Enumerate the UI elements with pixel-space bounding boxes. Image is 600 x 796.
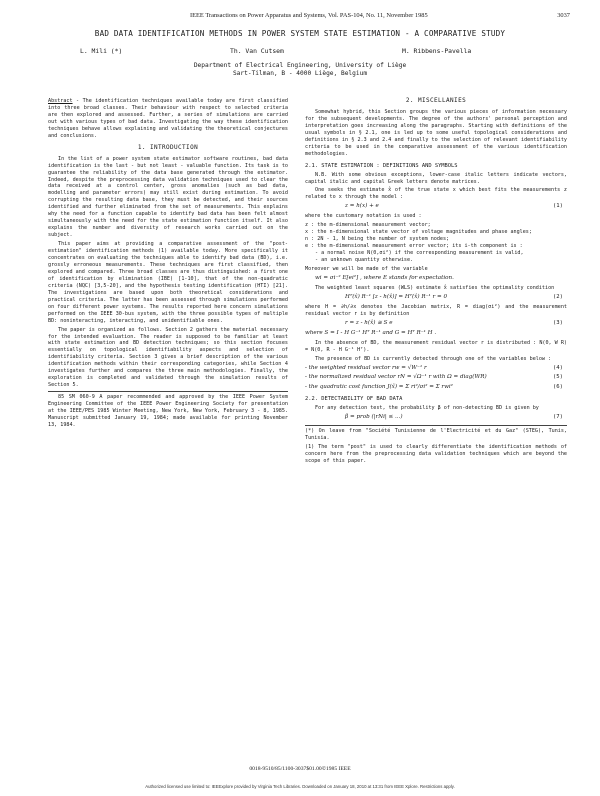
definition-subitems	[305, 250, 567, 264]
intro-paragraph-2: This paper aims at providing a comparative assessment of the "post-estimation" identification methods (1) available today. More specifically it concentrates on evaluating the techniques able to identify bad data (BD), i.e. grossly erroneous measurements. These techniques are first classified, then explored and compared. Three broad classes are thus distinguished: a first one of identification by elimination (IBE) [1-10], that of the non-quadratic criteria (NQC) [3,5-20], and the hypothesis testing identification (HTI) [21]. The investigations are based upon both theoretical considerations and practical criteria. The latter has been assessed through simulations performed on four different power systems. The results reported here concern simulations performed on the IEEE 30-bus system, with the three possible types of multiple BD: noninteracting, interacting, and unidentifiable ones.	[48, 241, 288, 324]
definition-x: x : the n-dimensional state vector of voltage magnitudes and phase angles;	[305, 229, 532, 236]
equation-w	[305, 275, 567, 282]
affiliation-line-1: Department of Electrical Engineering, University of Liège	[193, 62, 407, 69]
definition-e-invalid: - an unknown quantity otherwise.	[315, 257, 414, 264]
abstract	[48, 98, 288, 140]
equation-4	[305, 365, 567, 372]
abstract-label: Abstract	[48, 98, 73, 104]
author-3: M. Ribbens-Pavella	[402, 47, 472, 55]
detectability-paragraph: For any detection test, the probability β of non-detecting BD is given by	[315, 405, 539, 412]
equation-2-body: Hᵀ(x̂) R⁻¹ [z - h(x̂)] = Hᵀ(x̂) R⁻¹ r = 0	[345, 293, 448, 300]
affiliation-line-2: Sart-Tilman, B - 4000 Liège, Belgium	[232, 70, 368, 78]
equation-5-number: (5)	[552, 374, 563, 381]
equation-7-body: β = prob (|rNi| ≤ ...)	[345, 414, 403, 421]
equation-3-number: (3)	[552, 319, 563, 326]
equation-4-number: (4)	[552, 364, 563, 371]
equation-3b-body: where S = I - H G⁻¹ Hᵀ R⁻¹ and G = Hᵀ R⁻¹ H .	[305, 329, 437, 336]
misc-intro: Somewhat hybrid, this Section groups the various pieces of information necessary for the subsequent developments. The degree of the authors' personal perception and interpretation goes increasing along the paragraphs. Starting with definitions of the usual symbols in § 2.1, one is led up to some useful topological considerations and definitions in § 2.3 and 2.4 and finally to the selection of relevant identifiability criteria to be used in the comparative assessment of the various identification methodologies.	[305, 108, 567, 157]
subsection-heading-2-2: 2.2. DETECTABILITY OF BAD DATA	[305, 396, 403, 403]
footnotes	[305, 425, 567, 465]
where-intro: where the customary notation is used :	[305, 213, 422, 220]
equation-7-number: (7)	[552, 414, 563, 421]
equation-5	[305, 374, 567, 381]
paper-title: BAD DATA IDENTIFICATION METHODS IN POWER SYSTEM STATE ESTIMATION - A COMPARATIVE STUDY	[94, 29, 506, 38]
copyright-code: 0018-9510/85/1100-3037$01.00©1985 IEEE	[249, 766, 351, 772]
equation-5-body: - the normalized residual vector rN = √Ω⁻¹ r with Ω = diag(WR)	[305, 374, 487, 381]
absence-paragraph: In the absence of BD, the measurement residual vector r is distributed : N(0, W R) = N(0, R - H G⁻¹ Hᵀ).	[305, 339, 567, 353]
journal-citation: IEEE Transactions on Power Apparatus and Systems, Vol. PAS-104, No. 11, November 1985	[190, 12, 428, 19]
left-column	[48, 98, 288, 431]
manuscript-notice: 85 SM 060-9 A paper recommended and approved by the IEEE Power System Engineering Committee of the IEEE Power Engineering Society for presentation at the IEEE/PES 1985 Winter Meeting, New York, New York, February 3 - 8, 1985. Manuscript submitted January 19, 1984; made available for printing November 13, 1984.	[48, 391, 288, 429]
equation-1-number: (1)	[552, 203, 563, 210]
subsection-heading-2-1: 2.1. STATE ESTIMATION : DEFINITIONS AND SYMBOLS	[305, 162, 458, 169]
author-1: L. Mili (*)	[80, 47, 123, 55]
equation-6	[305, 384, 567, 391]
equation-7	[305, 414, 567, 421]
equation-3b	[305, 330, 567, 337]
page-number: 3037	[557, 12, 570, 19]
notation-note: N.B. With some obvious exceptions, lower-case italic letters indicate vectors, capital italic and capital Greek letters denote matrices.	[305, 171, 567, 185]
equation-2	[305, 294, 567, 301]
affiliation	[120, 62, 480, 78]
authorized-use-notice: Authorized licensed use limited to: IEEExplore provided by Virginia Tech Libraries. Downloaded on January 18, 2010 at 13:31 from IEEE Xplore. Restrictions apply.	[145, 784, 455, 789]
wls-paragraph: The weighted least squares (WLS) estimate x̂ satisfies the optimality condition	[315, 284, 555, 291]
footnote-2: (1) The term "post" is used to clearly differentiate the identification methods of concern here from the preprocessing data validation techniques which are beyond the scope of this paper.	[305, 444, 567, 465]
footnote-1: (*) On leave from "Société Tunisienne de l'Electricité et du Gaz" (STEG), Tunis, Tunisia.	[305, 428, 567, 442]
equation-w-body: wi = σi⁻² E[ei²] , where E stands for expectation.	[315, 274, 454, 281]
equation-4-body: - the weighted residual vector rw = √W⁻¹ r	[305, 364, 427, 371]
presence-paragraph: The presence of BD is currently detected through one of the variables below :	[315, 355, 552, 362]
author-2: Th. Van Cutsem	[230, 47, 284, 55]
equation-3	[305, 320, 567, 327]
equation-6-body: - the quadratic cost function J(x̂) = Σ ri²/σi² = Σ rwi²	[305, 384, 453, 391]
equation-1	[305, 203, 567, 210]
author-list	[40, 47, 560, 57]
definition-e: e : the m-dimensional measurement error vector; its i-th component is :	[305, 243, 523, 250]
symbol-definitions	[305, 222, 567, 264]
abstract-text: - The identification techniques available today are first classified into three broad classes. Their behaviour with respect to selected criteria are then explored and assessed. Further, a series of simulations are carried out with various types of bad data. Investigating the way these identification techniques behave allows explaining and validating the theoretical conjectures and conclusions.	[48, 98, 288, 139]
equation-3-body: r = z - h(x̂) ≅ S e	[345, 319, 393, 326]
definition-e-valid: - a normal noise N(0,σi²) if the corresponding measurement is valid,	[315, 250, 524, 257]
moreover-line: Moreover we will be made of the variable	[305, 266, 428, 273]
intro-paragraph-3: The paper is organized as follows. Section 2 gathers the material necessary for the intended evaluation. The reader is supposed to be familiar at least with state estimation and BD detection techniques; so this section focuses essentially on topological identifiability aspects and selection of identifiability criteria. Section 3 gives a brief description of the various identification methods within their corresponding categories, while Section 4 investigates further and compares the three main methodologies. Finally, the exploration is completed and validated through the simulation results of Section 5.	[48, 326, 289, 389]
intro-paragraph-1: In the list of a power system state estimator software routines, bad data identification is the last - but not least - valuable function. Its task is to guarantee the reliability of the data base generated through the estimator. Indeed, despite the preprocessing data validation techniques used to clear the data received at a control center, gross anomalies (such as bad data, modelling and parameter errors) may still exist during estimation. To avoid corrupting the resulting data base, they must be detected, and their sources identified and further eliminated from the set of measurements. This explains why the need for a function capable to identify bad data has been felt almost simultaneously with the need for the state estimation function itself. It also explains the number and diversity of research works carried out on the subject.	[48, 155, 288, 239]
section-heading-miscellanies: 2. MISCELLANIES	[405, 97, 467, 104]
right-column	[305, 98, 567, 467]
definition-n: n : 2N - 1, N being the number of system nodes;	[305, 236, 450, 243]
equation-1-body: z = h(x) + e	[345, 203, 379, 210]
equation-6-number: (6)	[552, 384, 563, 391]
definition-z: z : the m-dimensional measurement vector;	[305, 222, 431, 229]
estimate-paragraph: One seeks the estimate x̂ of the true state x which best fits the measurements z related to x through the model :	[305, 187, 567, 201]
section-heading-introduction: 1. INTRODUCTION	[137, 143, 199, 151]
jacobian-paragraph: where H = ∂h/∂x denotes the Jacobian matrix, R = diag(σi²) and the measurement residual vector r is by definition	[305, 303, 567, 317]
equation-2-number: (2)	[552, 293, 563, 300]
